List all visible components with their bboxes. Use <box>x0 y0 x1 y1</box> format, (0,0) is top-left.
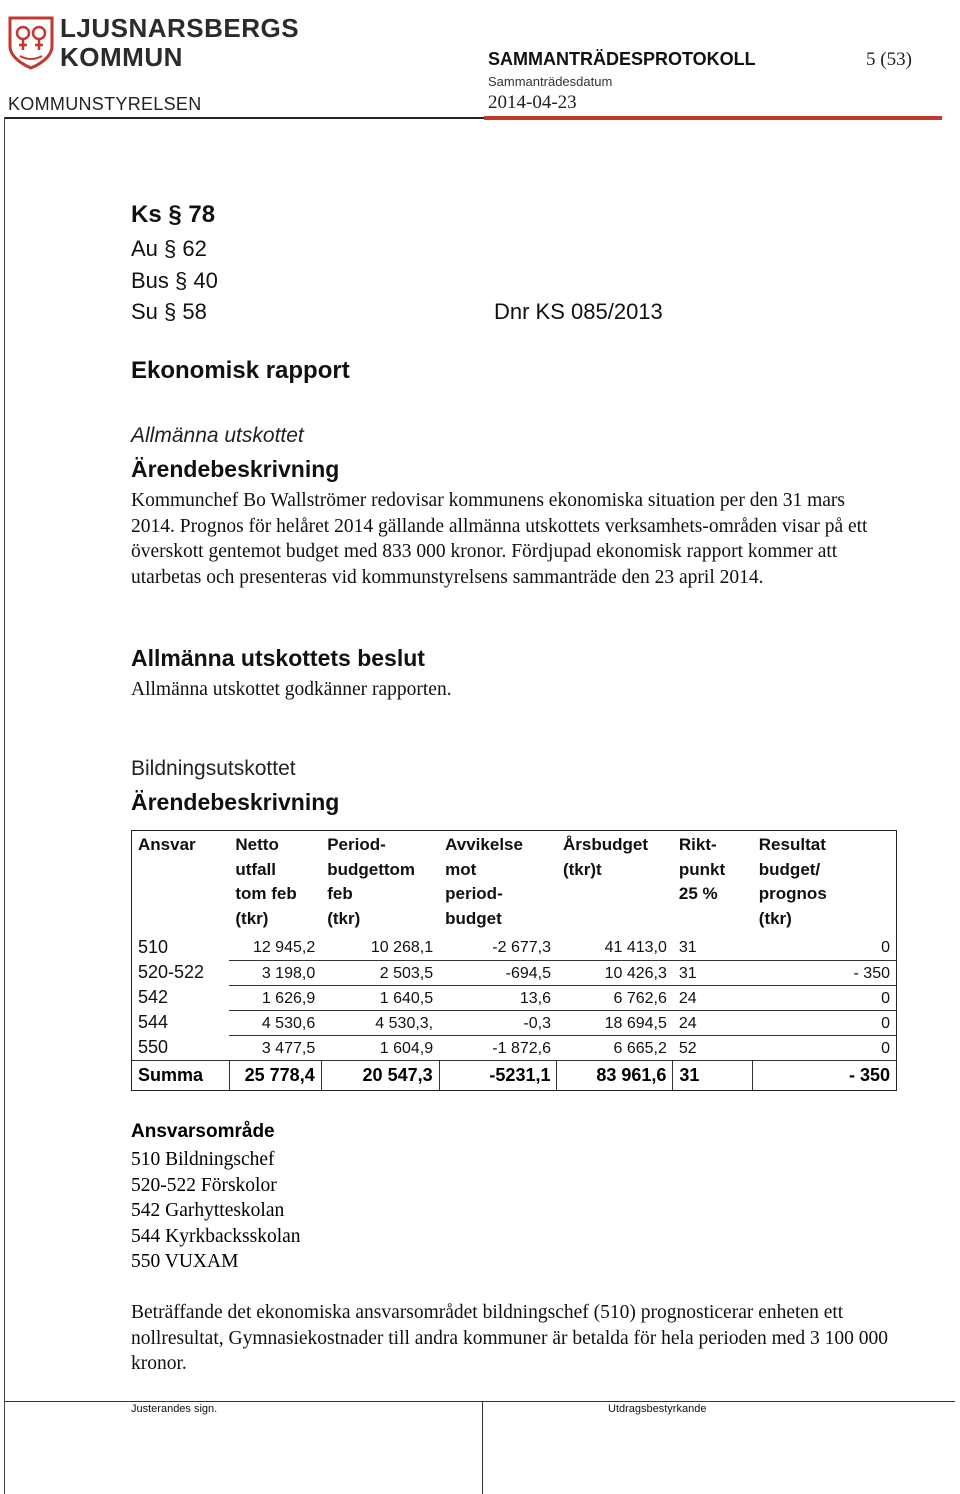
cell-period: 1 640,5 <box>321 985 439 1010</box>
ref-bus: Bus § 40 <box>131 268 218 293</box>
cell-period: 10 268,1 <box>321 935 439 960</box>
organ-name: KOMMUNSTYRELSEN <box>8 94 202 114</box>
table-sum-row <box>132 1061 897 1091</box>
cell-resultat: 0 <box>753 1035 897 1061</box>
cell-netto: 12 945,2 <box>229 935 321 960</box>
cell-avvikelse: -2 677,3 <box>439 935 557 960</box>
areas-heading: Ansvarsområde <box>131 1121 275 1142</box>
list-item: 510 Bildningschef <box>131 1149 275 1170</box>
decision-heading: Allmänna utskottets beslut <box>131 645 425 671</box>
left-margin-line <box>4 117 5 1494</box>
table-header-row <box>132 831 897 936</box>
logo-line2: KOMMUN <box>60 42 183 72</box>
cell-arsbudget: 6 665,2 <box>557 1035 673 1061</box>
cell-netto: 1 626,9 <box>229 985 321 1010</box>
col-header-ansvar: Ansvar <box>138 835 196 854</box>
cell-resultat: 0 <box>753 935 897 960</box>
cell-arsbudget: 18 694,5 <box>557 1010 673 1035</box>
table-row <box>132 985 897 1010</box>
decision-text: Allmänna utskottet godkänner rapporten. <box>131 679 452 700</box>
cell-riktpunkt: 24 <box>673 985 753 1010</box>
document-title: SAMMANTRÄDESPROTOKOLL <box>488 49 756 69</box>
col-header-riktpunkt: Rikt- punkt 25 % <box>678 835 726 903</box>
budget-table <box>131 830 897 1091</box>
cell-riktpunkt: 24 <box>673 1010 753 1035</box>
cell-ansvar: 510 <box>138 937 169 957</box>
cell-ansvar: 550 <box>138 1037 169 1057</box>
cell-resultat: - 350 <box>753 960 897 985</box>
cell-ansvar: 520-522 <box>138 962 205 982</box>
cell-riktpunkt: 31 <box>673 935 753 960</box>
cell-arsbudget: 6 762,6 <box>557 985 673 1010</box>
col-header-period: Period- budgettom feb (tkr) <box>327 835 416 928</box>
cell-resultat: 0 <box>753 1010 897 1035</box>
footer-divider <box>482 1401 483 1494</box>
list-item: 544 Kyrkbacksskolan <box>131 1225 301 1247</box>
cell-arsbudget: 10 426,3 <box>557 960 673 985</box>
cell-period: 1 604,9 <box>321 1035 439 1061</box>
page-number: 5 (53) <box>866 49 912 70</box>
list-item: 520-522 Förskolor <box>131 1174 277 1196</box>
footer-certification-label: Utdragsbestyrkande <box>608 1403 707 1415</box>
cell-avvikelse: -694,5 <box>439 960 557 985</box>
cell-riktpunkt: 31 <box>673 960 753 985</box>
sum-riktpunkt: 31 <box>673 1061 753 1091</box>
col-header-arsbudget: Årsbudget (tkr)t <box>562 835 648 879</box>
ref-su: Su § 58 <box>131 299 207 324</box>
header-rule-left <box>4 117 484 119</box>
description-text-1: Kommunchef Bo Wallströmer redovisar kommunens ekonomiska situation per den 31 mars 2014. Prognos för helåret 2014 gällande allmänna utskottets verksamhets-områden visar på ett överskott gentemot budget med 833 000 kronor. Fördjupad ekonomisk rapport kommer att utarbetas och presenteras vid kommunstyrelsens sammanträde den 23 april 2014. <box>131 490 868 588</box>
diary-number: Dnr KS 085/2013 <box>494 299 663 324</box>
date-label: Sammanträdesdatum <box>488 74 613 89</box>
sum-period: 20 547,3 <box>321 1061 439 1091</box>
cell-netto: 4 530,6 <box>229 1010 321 1035</box>
cell-period: 4 530,3, <box>321 1010 439 1035</box>
heading-description-1: Ärendebeskrivning <box>131 456 340 482</box>
table-row <box>132 960 897 985</box>
cell-netto: 3 198,0 <box>229 960 321 985</box>
cell-avvikelse: 13,6 <box>439 985 557 1010</box>
cell-resultat: 0 <box>753 985 897 1010</box>
closing-text: Beträffande det ekonomiska ansvarsområdet bildningschef (510) prognosticerar enheten ett nollresultat, Gymnasiekostnader till andra kommuner är betalda för hela perioden med 3 100 000 kronor. <box>131 1302 889 1374</box>
committee-au: Allmänna utskottet <box>131 424 304 447</box>
logo-line1: LJUSNARSBERGS <box>60 13 300 43</box>
cell-arsbudget: 41 413,0 <box>557 935 673 960</box>
sum-avvikelse: -5231,1 <box>439 1061 557 1091</box>
committee-bus: Bildningsutskottet <box>131 757 296 780</box>
table-row <box>132 1010 897 1035</box>
footer-rule <box>5 1401 955 1402</box>
table-row <box>132 1035 897 1061</box>
page-title: Ekonomisk rapport <box>131 357 350 384</box>
footer-signature-label: Justerandes sign. <box>131 1403 218 1415</box>
sum-resultat: - 350 <box>753 1061 897 1091</box>
cell-period: 2 503,5 <box>321 960 439 985</box>
cell-avvikelse: -0,3 <box>439 1010 557 1035</box>
col-header-netto: Netto utfall tom feb (tkr) <box>235 835 297 928</box>
heading-description-2: Ärendebeskrivning <box>131 789 340 815</box>
list-item: 550 VUXAM <box>131 1251 239 1272</box>
cell-riktpunkt: 52 <box>673 1035 753 1061</box>
areas-list <box>131 1147 301 1275</box>
sum-netto: 25 778,4 <box>229 1061 321 1091</box>
ref-ks: Ks § 78 <box>131 201 216 228</box>
sum-arsbudget: 83 961,6 <box>557 1061 673 1091</box>
cell-avvikelse: -1 872,6 <box>439 1035 557 1061</box>
meeting-date: 2014-04-23 <box>488 92 577 113</box>
list-item: 542 Garhytteskolan <box>131 1200 285 1221</box>
header-rule-accent <box>484 116 942 120</box>
col-header-resultat: Resultat budget/ prognos (tkr) <box>758 835 827 928</box>
cell-ansvar: 544 <box>138 1012 169 1032</box>
cell-ansvar: 542 <box>138 987 169 1007</box>
sum-label: Summa <box>132 1061 230 1091</box>
table-row <box>132 935 897 960</box>
coat-of-arms-icon <box>8 16 54 70</box>
ref-au: Au § 62 <box>131 236 207 261</box>
cell-netto: 3 477,5 <box>229 1035 321 1061</box>
col-header-avvikelse: Avvikelse mot period- budget <box>445 835 523 928</box>
